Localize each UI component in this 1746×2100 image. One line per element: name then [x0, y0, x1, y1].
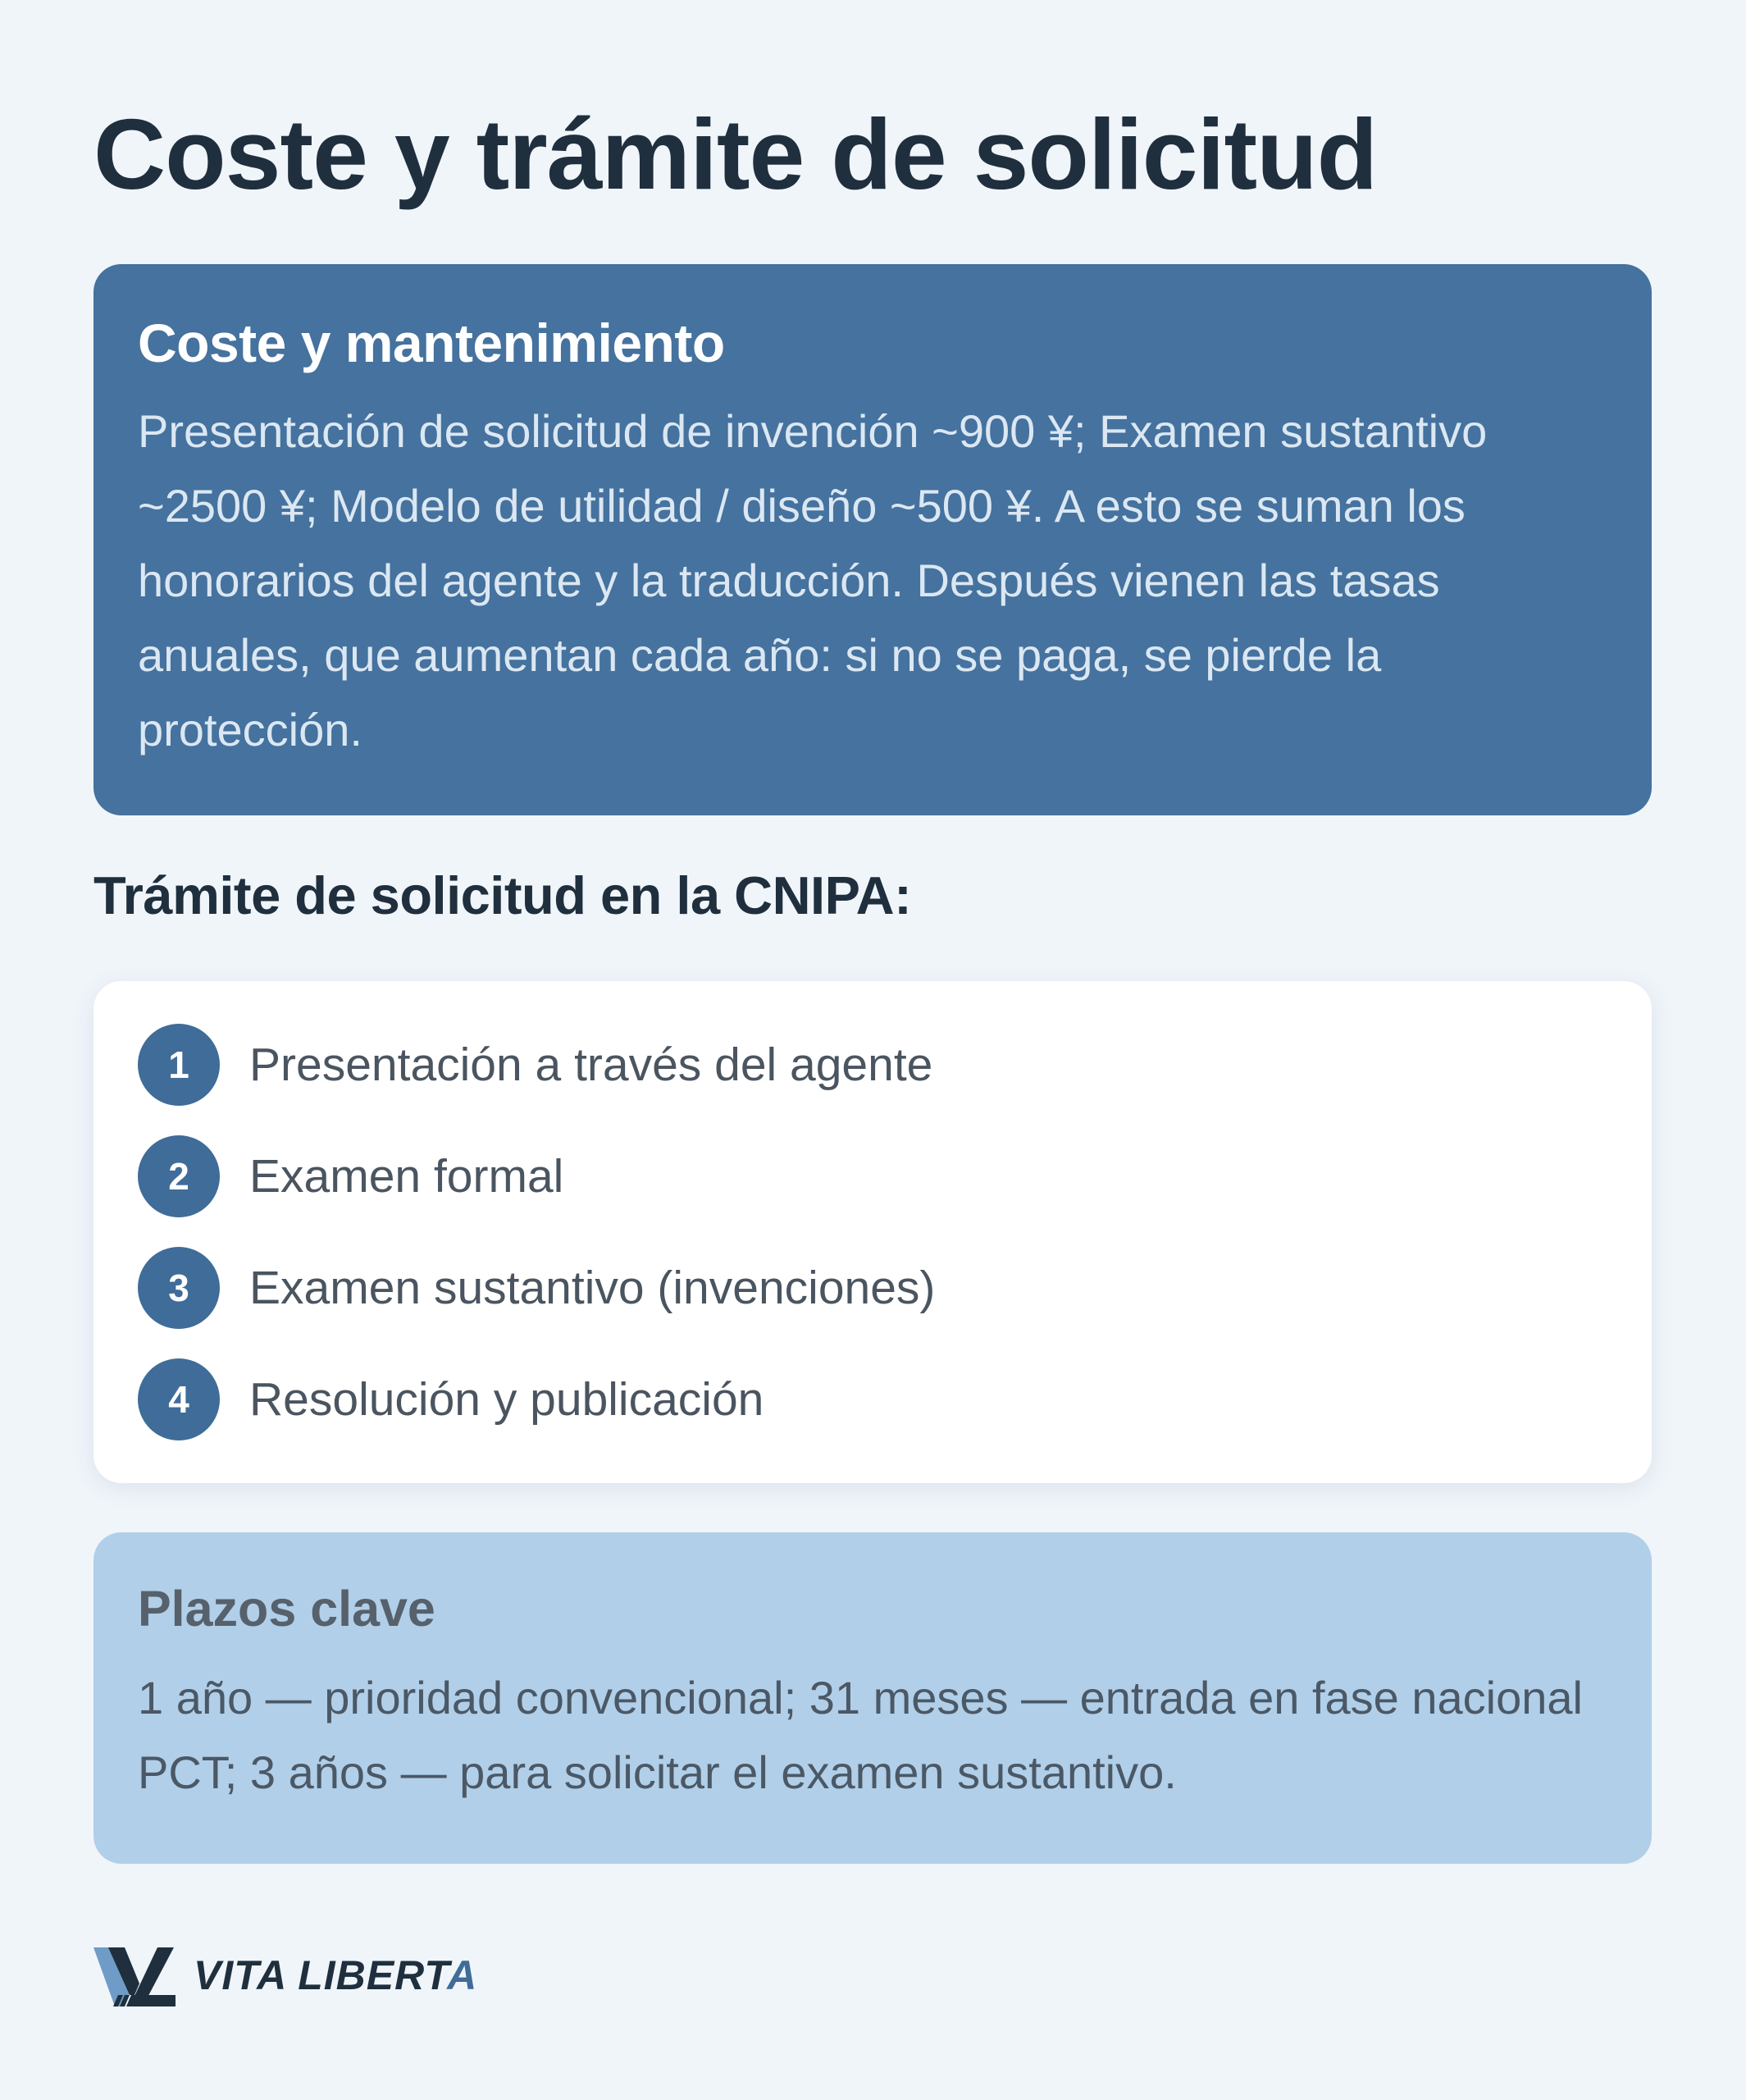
step-item	[138, 1135, 1607, 1217]
brand-name	[194, 1952, 477, 1999]
cost-card	[93, 264, 1652, 815]
process-heading: Trámite de solicitud en la CNIPA:	[93, 865, 912, 925]
deadline-card	[93, 1532, 1652, 1864]
brand-name-accent: A	[447, 1952, 478, 1998]
vita-liberta-logo-icon	[93, 1944, 176, 2006]
step-item	[138, 1024, 1607, 1106]
step-item	[138, 1247, 1607, 1329]
step-number-badge: 3	[138, 1247, 220, 1329]
brand-footer	[93, 1942, 477, 2008]
step-label: Examen sustantivo (invenciones)	[249, 1262, 936, 1314]
steps-card	[93, 981, 1652, 1483]
page-title: Coste y trámite de solicitud	[93, 98, 1378, 210]
step-label: Examen formal	[249, 1150, 564, 1203]
cost-card-title: Coste y mantenimiento	[138, 313, 725, 373]
step-number-badge: 2	[138, 1135, 220, 1217]
deadline-card-body: 1 año — prioridad convencional; 31 meses — entrada en fase nacional PCT; 3 años — para solicitar el examen sustantivo.	[138, 1672, 1583, 1798]
step-list	[138, 1024, 1607, 1440]
step-number-badge: 1	[138, 1024, 220, 1106]
brand-name-main: VITA LIBERT	[194, 1952, 448, 1998]
step-label: Resolución y publicación	[249, 1373, 764, 1426]
step-label: Presentación a través del agente	[249, 1039, 933, 1091]
step-item	[138, 1358, 1607, 1440]
cost-card-body: Presentación de solicitud de invención ~900 ¥; Examen sustantivo ~2500 ¥; Modelo de utilidad / diseño ~500 ¥. A esto se suman los honorarios del agente y la traducción. Después vienen las tasas anuales, que aumentan cada año: si no se paga, se pierde la protección.	[138, 405, 1488, 756]
deadline-card-title: Plazos clave	[138, 1581, 435, 1637]
step-number-badge: 4	[138, 1358, 220, 1440]
